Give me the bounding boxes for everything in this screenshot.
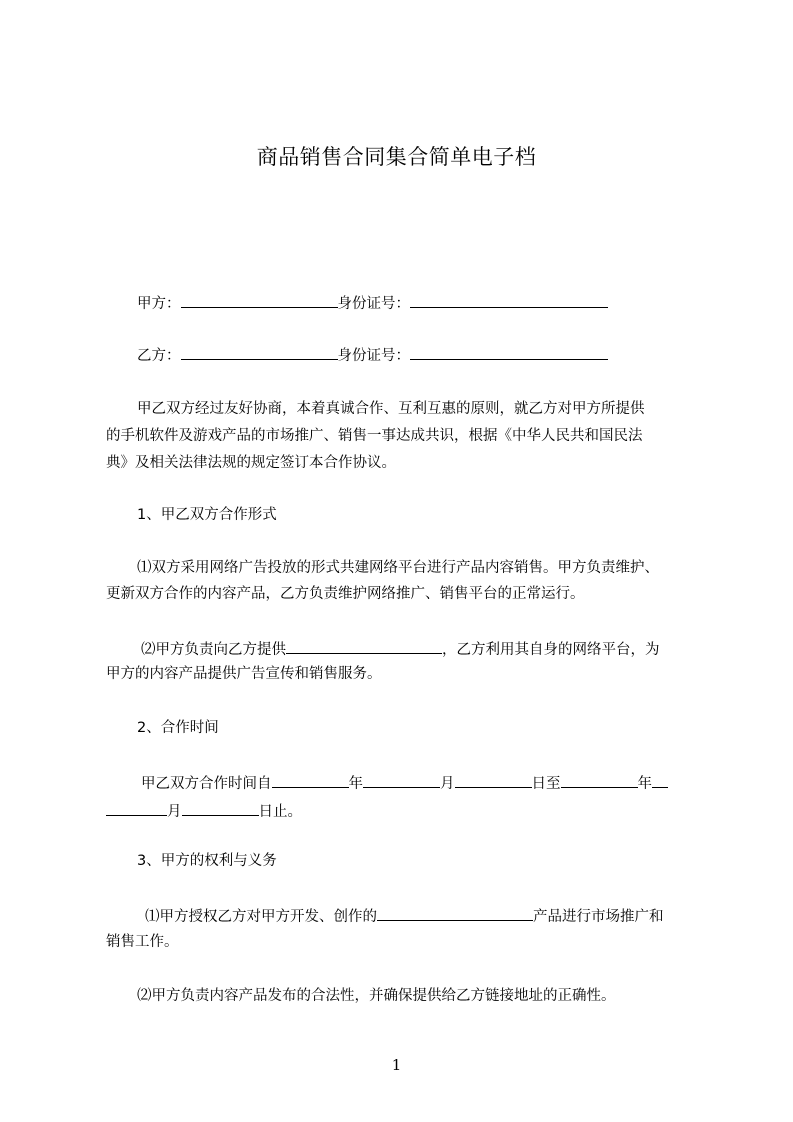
party-a-id-label: 身份证号：	[337, 296, 410, 312]
party-b-id-label: 身份证号：	[337, 348, 410, 364]
start-month-blank[interactable]	[363, 772, 440, 788]
cooperation-time-prefix: 甲乙双方合作时间自	[141, 776, 272, 792]
party-a-id-blank[interactable]	[410, 292, 608, 308]
party-a-label: 甲方：	[137, 296, 181, 312]
page-number: 1	[391, 1056, 402, 1074]
intro-line-2: 的手机软件及游戏产品的市场推广、销售一事达成共识，根据《中华人民共和国民法	[106, 428, 643, 444]
section-3-item-1-prefix: ⑴甲方授权乙方对甲方开发、创作的	[145, 909, 377, 925]
start-day-blank[interactable]	[455, 772, 532, 788]
document-title: 商品销售合同集合简单电子档	[256, 145, 537, 169]
start-day-label: 日至	[531, 776, 561, 792]
provided-item-blank[interactable]	[286, 638, 442, 654]
section-3-item-1-line-1	[145, 905, 664, 927]
end-month-blank[interactable]	[106, 800, 167, 816]
section-3-item-1-suffix: 产品进行市场推广和	[533, 909, 664, 925]
start-year-label: 年	[348, 776, 363, 792]
intro-line-1: 甲乙双方经过友好协商，本着真诚合作、互利互惠的原则，就乙方对甲方所提供	[137, 401, 645, 417]
section-2-dates-line-1	[141, 772, 668, 794]
end-day-blank[interactable]	[182, 800, 259, 816]
section-1-item-2-line-2: 甲方的内容产品提供广告宣传和销售服务。	[106, 666, 382, 682]
end-month-blank-start[interactable]	[652, 772, 668, 788]
section-1-item-1-line-2: 更新双方合作的内容产品，乙方负责维护网络推广、销售平台的正常运行。	[106, 586, 585, 602]
start-month-label: 月	[440, 776, 455, 792]
section-2-heading: 2、合作时间	[137, 720, 219, 736]
party-b-line	[137, 344, 608, 366]
end-day-label: 日止。	[258, 804, 302, 820]
section-3-item-2: ⑵甲方负责内容产品发布的合法性，并确保提供给乙方链接地址的正确性。	[137, 988, 616, 1004]
section-1-heading: 1、甲乙双方合作形式	[137, 507, 277, 523]
end-year-blank[interactable]	[561, 772, 638, 788]
intro-line-3: 典》及相关法律法规的规定签订本合作协议。	[106, 455, 396, 471]
start-year-blank[interactable]	[272, 772, 349, 788]
end-month-label: 月	[167, 804, 182, 820]
party-b-id-blank[interactable]	[410, 344, 608, 360]
party-a-line	[137, 292, 608, 314]
end-year-label: 年	[637, 776, 652, 792]
section-1-item-2-suffix: ，乙方利用其自身的网络平台，为	[442, 642, 660, 658]
section-1-item-1-line-1: ⑴双方采用网络广告投放的形式共建网络平台进行产品内容销售。甲方负责维护、	[137, 560, 659, 576]
section-1-item-2-prefix: ⑵甲方负责向乙方提供	[141, 642, 286, 658]
section-2-dates-line-2	[106, 800, 302, 822]
section-3-heading: 3、甲方的权利与义务	[137, 853, 277, 869]
product-name-blank[interactable]	[377, 905, 533, 921]
party-b-name-blank[interactable]	[181, 344, 338, 360]
party-a-name-blank[interactable]	[181, 292, 338, 308]
section-1-item-2-line-1	[141, 638, 660, 660]
party-b-label: 乙方：	[137, 348, 181, 364]
section-3-item-1-line-2: 销售工作。	[106, 934, 179, 950]
